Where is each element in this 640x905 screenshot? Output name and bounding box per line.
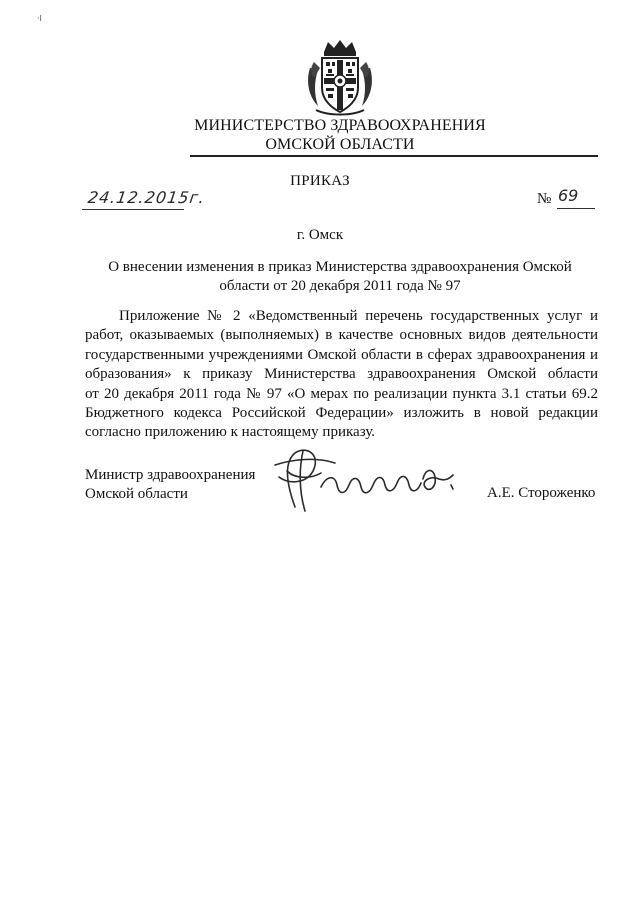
number-underline: [557, 208, 595, 209]
body-line-7: согласно приложению к настоящему приказу.: [85, 424, 376, 441]
omsk-region-coat-of-arms-icon: [304, 38, 376, 116]
ministry-title: [150, 116, 530, 154]
signer-position-line2: Омской области: [85, 486, 188, 502]
body-line-1: Приложение № 2 «Ведомственный перечень государственных услуг и: [119, 308, 598, 324]
subject-line2: области от 20 декабря 2011 года № 97: [219, 278, 461, 294]
order-body: [85, 307, 598, 443]
order-number-label: №: [537, 191, 552, 207]
body-line-3: государственными учреждениями Омской области в сферах здравоохранения и: [85, 346, 598, 363]
order-number-handwritten: 69: [558, 186, 579, 205]
header-divider: [190, 155, 598, 157]
body-line-6: Бюджетного кодекса Российской Федерации» изложить в новой редакции: [85, 405, 598, 422]
order-date-handwritten: 24.12.2015г.: [86, 188, 207, 207]
body-line-5: от 20 декабря 2011 года № 97 «О мерах по реализации пункта 3.1 статьи 69.2: [85, 385, 598, 402]
body-line-4: образования» к приказу Министерства здравоохранения Омской области: [85, 366, 598, 383]
signer-name: А.Е. Стороженко: [487, 485, 596, 501]
date-underline: [82, 209, 184, 210]
signer-position-line1: Министр здравоохранения: [85, 467, 256, 483]
subject-line1: О внесении изменения в приказ Министерства здравоохранения Омской: [108, 259, 572, 275]
signer-position: [85, 466, 255, 504]
order-city: г. Омск: [296, 227, 344, 243]
ministry-title-line1: МИНИСТЕРСТВО ЗДРАВООХРАНЕНИЯ: [194, 117, 486, 134]
ministry-title-line2: ОМСКОЙ ОБЛАСТИ: [265, 136, 415, 153]
order-subject: [80, 258, 600, 296]
body-line-2: работ, оказываемых (выполняемых) в качестве основных видов деятельности: [85, 327, 598, 344]
corner-mark: ·I: [37, 14, 42, 23]
handwritten-signature: [265, 445, 465, 517]
order-title: ПРИКАЗ: [290, 173, 350, 189]
